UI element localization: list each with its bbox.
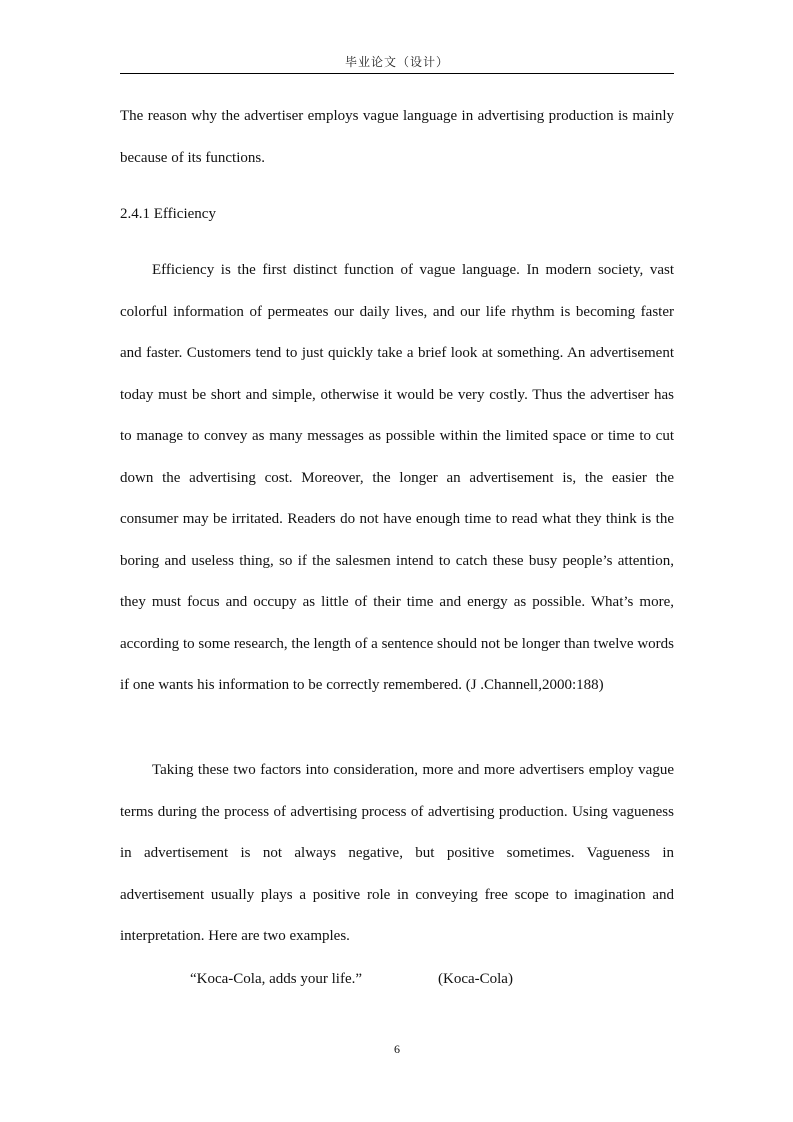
example-slogan: “Koca-Cola, adds your life.” [190,971,363,987]
factors-paragraph: Taking these two factors into consideration, more and more advertisers employ vague terms during the process of advertising process of advertising production. Using vagueness in advertisement is not always negative, but positive sometimes. Vagueness in advertisement usually plays a positive role in conveying free scope to imagination and interpretation. Here are two examples. [120,762,674,944]
page-number: 6 [394,1042,400,1056]
intro-paragraph: The reason why the advertiser employs vague language in advertising production is mainly because of its functions. [120,108,674,166]
header-divider [120,73,674,74]
example-source: (Koca-Cola) [438,971,513,987]
efficiency-paragraph: Efficiency is the first distinct function of vague language. In modern society, vast colorful information of permeates our daily lives, and our life rhythm is becoming faster and faster. Customers tend to just quickly take a brief look at something. An advertisement today must be short and simple, otherwise it would be very costly. Thus the advertiser has to manage to convey as many messages as possible within the limited space or time to cut down the advertising cost. Moreover, the longer an advertisement is, the easier the consumer may be irritated. Readers do not have enough time to read what they think is the boring and useless thing, so if the salesmen intend to catch these busy people’s attention, they must focus and occupy as little of their time and energy as possible. What’s more, according to some research, the length of a sentence should not be longer than twelve words if one wants his information to be correctly remembered. (J .Channell,2000:188) [120,262,674,693]
section-heading: 2.4.1 Efficiency [120,206,216,222]
page-header: 毕业论文（设计） [344,55,449,69]
